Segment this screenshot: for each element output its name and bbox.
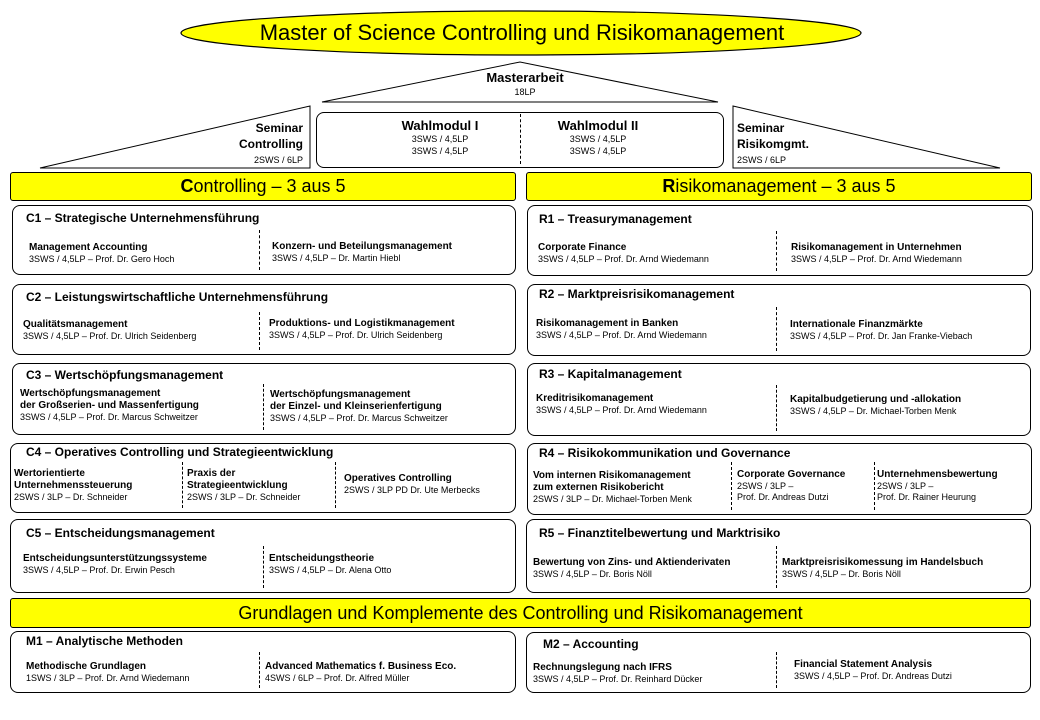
- wahlmodul-1-line-2: 3SWS / 4,5LP: [411, 146, 469, 156]
- controlling-bar-initial: C: [180, 176, 194, 196]
- course-wertschoepfung-gross: [20, 388, 199, 423]
- course-info: 3SWS / 4,5LP – Prof. Dr. Arnd Wiedemann: [536, 330, 707, 340]
- module-c4-title: C4 – Operatives Controlling und Strategieentwicklung: [26, 445, 334, 459]
- course-info: 3SWS / 4,5LP – Prof. Dr. Gero Hoch: [29, 254, 175, 264]
- course-qualitaetsmanagement: [23, 319, 196, 342]
- course-name-line-1: Wertschöpfungsmanagement: [20, 388, 161, 399]
- course-info: 3SWS / 4,5LP – Prof. Dr. Arnd Wiedemann: [538, 254, 709, 264]
- course-kapitalbudgetierung: [790, 394, 961, 417]
- course-info: 2SWS / 3LP PD Dr. Ute Merbecks: [344, 485, 480, 495]
- course-wertschoepfung-einzel: [270, 389, 448, 424]
- course-name: Financial Statement Analysis: [794, 659, 933, 670]
- seminar-controlling-line-1: Seminar: [255, 121, 303, 135]
- seminar-risiko-credits: 2SWS / 6LP: [737, 155, 787, 165]
- course-info: 3SWS / 4,5LP – Prof. Dr. Andreas Dutzi: [794, 671, 952, 681]
- course-corporate-finance: [538, 242, 709, 265]
- module-c5-title: C5 – Entscheidungsmanagement: [26, 526, 215, 540]
- seminar-controlling: [239, 120, 303, 152]
- course-info: 3SWS / 4,5LP – Dr. Michael-Torben Menk: [790, 406, 957, 416]
- course-management-accounting: [29, 242, 174, 265]
- course-name: Risikomanagement in Banken: [536, 318, 679, 329]
- course-info: 2SWS / 3LP – Dr. Schneider: [187, 492, 301, 502]
- course-info: 3SWS / 4,5LP – Prof. Dr. Jan Franke-Viebach: [790, 331, 973, 341]
- course-advanced-mathematics: [265, 661, 456, 684]
- seminar-risiko-line-2: Risikomgmt.: [737, 137, 810, 151]
- course-info: 3SWS / 4,5LP – Prof. Dr. Arnd Wiedemann: [791, 254, 962, 264]
- module-r3-title: R3 – Kapitalmanagement: [539, 367, 682, 381]
- module-c3-title: C3 – Wertschöpfungsmanagement: [26, 368, 224, 382]
- module-r3-divider: [776, 385, 777, 431]
- module-c5-divider: [263, 546, 264, 588]
- module-r1-divider: [776, 231, 777, 271]
- module-r4-divider-1: [731, 462, 732, 510]
- course-name: Kreditrisikomanagement: [536, 393, 654, 404]
- wahlmodul-2-line-1: 3SWS / 4,5LP: [569, 134, 627, 144]
- course-info: 3SWS / 4,5LP – Prof. Dr. Marcus Schweitzer: [270, 413, 448, 423]
- module-r5-divider: [776, 546, 777, 588]
- course-konzern: [272, 241, 452, 264]
- grundlagen-bar: Grundlagen und Komplemente des Controlling und Risikomanagement: [10, 598, 1031, 628]
- course-name: Entscheidungstheorie: [269, 553, 375, 564]
- course-name-line-1: Wertschöpfungsmanagement: [270, 389, 411, 400]
- course-name: Methodische Grundlagen: [26, 661, 147, 672]
- course-financial-statement: [794, 659, 952, 682]
- course-name: Corporate Governance: [737, 469, 846, 480]
- course-kreditrisiko: [536, 393, 707, 416]
- course-info: 3SWS / 4,5LP – Prof. Dr. Erwin Pesch: [23, 565, 175, 575]
- seminar-controlling-credits: 2SWS / 6LP: [253, 155, 303, 165]
- course-operatives-controlling: [344, 473, 480, 496]
- wahlmodul-2-label: Wahlmodul II: [557, 118, 639, 133]
- course-risiko-banken: [536, 318, 707, 341]
- course-info: 1SWS / 3LP – Prof. Dr. Arnd Wiedemann: [26, 673, 190, 683]
- course-internationale-finanzmaerkte: [790, 319, 972, 342]
- course-info: 3SWS / 4,5LP – Dr. Boris Nöll: [533, 569, 652, 579]
- course-entscheidungsunterstuetzung: [23, 553, 207, 576]
- seminar-risiko-line-1: Seminar: [737, 121, 785, 135]
- course-name: Risikomanagement in Unternehmen: [791, 242, 962, 253]
- module-r5-title: R5 – Finanztitelbewertung und Marktrisiko: [539, 526, 781, 540]
- course-name-line-2: der Großserien- und Massenfertigung: [20, 400, 199, 411]
- page-title: Master of Science Controlling und Risikomanagement: [259, 20, 785, 45]
- masterarbeit-credits: 18LP: [514, 87, 536, 97]
- course-info: 3SWS / 4,5LP – Dr. Boris Nöll: [782, 569, 901, 579]
- controlling-bar: [10, 172, 516, 201]
- module-r2-title: R2 – Marktpreisrisikomanagement: [539, 287, 735, 301]
- risiko-bar-label: isikomanagement – 3 aus 5: [675, 176, 896, 196]
- course-unternehmensbewertung: [877, 469, 998, 503]
- controlling-bar-label: ontrolling – 3 aus 5: [193, 176, 346, 196]
- course-marktpreisrisikomessung: [782, 557, 983, 580]
- course-name-line-2: der Einzel- und Kleinserienfertigung: [270, 401, 442, 412]
- course-info: 3SWS / 4,5LP – Prof. Dr. Arnd Wiedemann: [536, 405, 707, 415]
- course-info-line-1: 2SWS / 3LP –: [877, 481, 934, 491]
- wahlmodul-2-line-2: 3SWS / 4,5LP: [569, 146, 627, 156]
- course-info: 2SWS / 3LP – Dr. Michael-Torben Menk: [533, 494, 692, 504]
- module-c2-divider: [259, 312, 260, 350]
- course-name-line-2: Unternehmenssteuerung: [14, 480, 133, 491]
- course-name-line-1: Wertorientierte: [14, 468, 85, 479]
- module-r1-title: R1 – Treasurymanagement: [539, 212, 692, 226]
- seminar-risiko: [737, 120, 809, 152]
- course-derivate-bewertung: [533, 557, 730, 580]
- course-info: 3SWS / 4,5LP – Prof. Dr. Ulrich Seidenberg: [269, 330, 443, 340]
- course-corporate-governance: [737, 469, 845, 503]
- course-name: Bewertung von Zins- und Aktienderivaten: [533, 557, 731, 568]
- module-m2-title: M2 – Accounting: [543, 637, 639, 651]
- course-name: Operatives Controlling: [344, 473, 452, 484]
- course-risikobericht: [533, 470, 692, 505]
- course-name: Management Accounting: [29, 242, 148, 253]
- course-name-line-1: Praxis der: [187, 468, 236, 479]
- course-name: Marktpreisrisikomessung im Handelsbuch: [782, 557, 984, 568]
- course-info: 4SWS / 6LP – Prof. Dr. Alfred Müller: [265, 673, 410, 683]
- course-info-line-1: 2SWS / 3LP –: [737, 481, 794, 491]
- course-name: Konzern- und Beteilungsmanagement: [272, 241, 453, 252]
- course-name: Rechnungslegung nach IFRS: [533, 662, 672, 673]
- course-name-line-2: Strategieentwicklung: [187, 480, 288, 491]
- module-c4-divider-1: [182, 462, 183, 508]
- module-c1-title: C1 – Strategische Unternehmensführung: [26, 211, 260, 225]
- course-entscheidungstheorie: [269, 553, 391, 576]
- course-methodische-grundlagen: [26, 661, 189, 684]
- course-info: 3SWS / 4,5LP – Dr. Martin Hiebl: [272, 253, 401, 263]
- course-name: Kapitalbudgetierung und -allokation: [790, 394, 962, 405]
- course-risiko-unternehmen: [791, 242, 962, 265]
- course-wertorientierte: [14, 468, 132, 503]
- module-c1-divider: [259, 230, 260, 270]
- course-name: Qualitätsmanagement: [23, 319, 128, 330]
- module-r2-divider: [776, 307, 777, 351]
- module-m2-divider: [776, 652, 777, 688]
- course-praxis-strategie: [187, 468, 300, 503]
- course-info: 3SWS / 4,5LP – Prof. Dr. Marcus Schweitzer: [20, 412, 198, 422]
- module-m1-divider: [259, 652, 260, 688]
- course-name: Produktions- und Logistikmanagement: [269, 318, 455, 329]
- course-name: Internationale Finanzmärkte: [790, 319, 923, 330]
- module-c3-divider: [263, 384, 264, 430]
- course-info-line-2: Prof. Dr. Rainer Heurung: [877, 492, 977, 502]
- course-name: Advanced Mathematics f. Business Eco.: [265, 661, 457, 672]
- module-c2-title: C2 – Leistungswirtschaftliche Unternehmensführung: [26, 290, 329, 304]
- course-info: 2SWS / 3LP – Dr. Schneider: [14, 492, 128, 502]
- course-info: 3SWS / 4,5LP – Dr. Alena Otto: [269, 565, 392, 575]
- course-name: Unternehmensbewertung: [877, 469, 998, 480]
- wahlmodul-1-line-1: 3SWS / 4,5LP: [411, 134, 469, 144]
- course-info: 3SWS / 4,5LP – Prof. Dr. Ulrich Seidenberg: [23, 331, 197, 341]
- course-name-line-2: zum externen Risikobericht: [533, 482, 664, 493]
- module-r4-divider-2: [874, 462, 875, 510]
- wahlmodul-2: [498, 118, 698, 157]
- seminar-controlling-line-2: Controlling: [239, 137, 303, 151]
- course-info: 3SWS / 4,5LP – Prof. Dr. Reinhard Dücker: [533, 674, 703, 684]
- course-ifrs: [533, 662, 702, 685]
- module-c4-divider-2: [335, 462, 336, 508]
- course-name: Entscheidungsunterstützungssysteme: [23, 553, 207, 564]
- course-produktion-logistik: [269, 318, 455, 341]
- risiko-bar-initial: R: [662, 176, 676, 196]
- course-name-line-1: Vom internen Risikomanagement: [533, 470, 691, 481]
- masterarbeit-label: Masterarbeit: [486, 70, 564, 85]
- course-name: Corporate Finance: [538, 242, 627, 253]
- module-r4-title: R4 – Risikokommunikation und Governance: [539, 446, 791, 460]
- module-m1-title: M1 – Analytische Methoden: [26, 634, 183, 648]
- risiko-bar: [526, 172, 1032, 201]
- wahlmodul-1-label: Wahlmodul I: [401, 118, 479, 133]
- course-info-line-2: Prof. Dr. Andreas Dutzi: [737, 492, 829, 502]
